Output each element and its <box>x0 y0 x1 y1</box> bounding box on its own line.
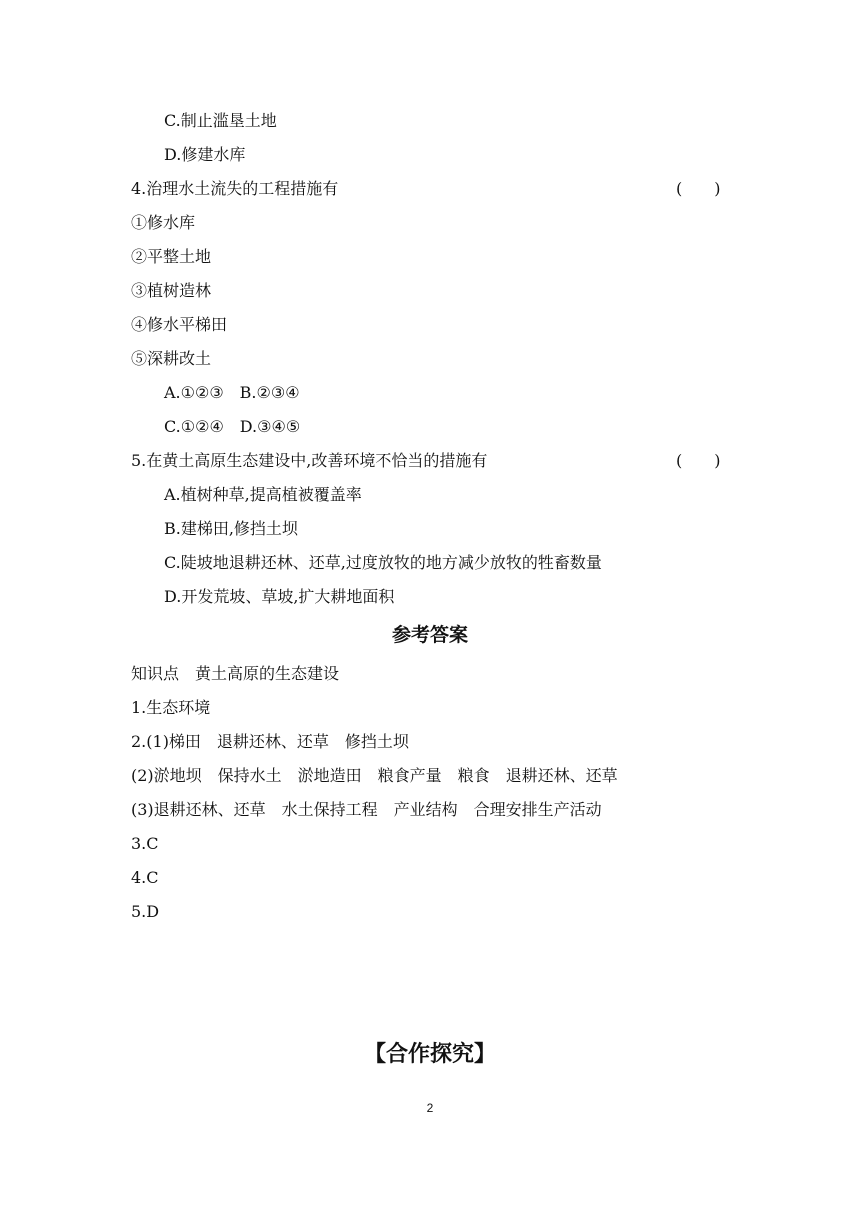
q5-option: C.陡坡地退耕还林、还草,过度放牧的地方减少放牧的牲畜数量 <box>164 553 602 572</box>
q4-stem: 4.治理水土流失的工程措施有 <box>131 179 339 198</box>
answer-line: 3.C <box>131 834 159 853</box>
answer-line: (3)退耕还林、还草 水土保持工程 产业结构 合理安排生产活动 <box>131 800 602 819</box>
section-heading: 【合作探究】 <box>363 1042 496 1067</box>
q5-option: D.开发荒坡、草坡,扩大耕地面积 <box>164 587 395 606</box>
q3-option-c: C.制止滥垦土地 <box>164 111 277 130</box>
q4-item: ⑤深耕改土 <box>131 349 212 368</box>
answer-line: 1.生态环境 <box>131 698 211 717</box>
q4-item: ④修水平梯田 <box>131 315 228 334</box>
answer-line: (2)淤地坝 保持水土 淤地造田 粮食产量 粮食 退耕还林、还草 <box>131 766 618 785</box>
page-number: 2 <box>426 1101 434 1115</box>
answer-line: 4.C <box>131 868 159 887</box>
q5-option: A.植树种草,提高植被覆盖率 <box>164 485 362 504</box>
q4-options-row-2: C.①②④ D.③④⑤ <box>164 417 301 436</box>
q3-option-d: D.修建水库 <box>164 145 246 164</box>
q4-item: ①修水库 <box>131 213 196 232</box>
q4-options-row-1: A.①②③ B.②③④ <box>164 383 300 402</box>
q4-item: ②平整土地 <box>131 247 212 266</box>
q4-item: ③植树造林 <box>131 281 212 300</box>
q5-stem: 5.在黄土高原生态建设中,改善环境不恰当的措施有 <box>131 451 488 470</box>
knowledge-point: 知识点 黄土高原的生态建设 <box>131 664 340 683</box>
answers-heading: 参考答案 <box>391 624 468 646</box>
q5-option: B.建梯田,修挡土坝 <box>164 519 298 538</box>
q5-answer-blank: ( ) <box>676 451 721 470</box>
answer-line: 2.(1)梯田 退耕还林、还草 修挡土坝 <box>131 732 409 751</box>
answer-line: 5.D <box>131 902 160 921</box>
q4-answer-blank: ( ) <box>676 179 721 198</box>
